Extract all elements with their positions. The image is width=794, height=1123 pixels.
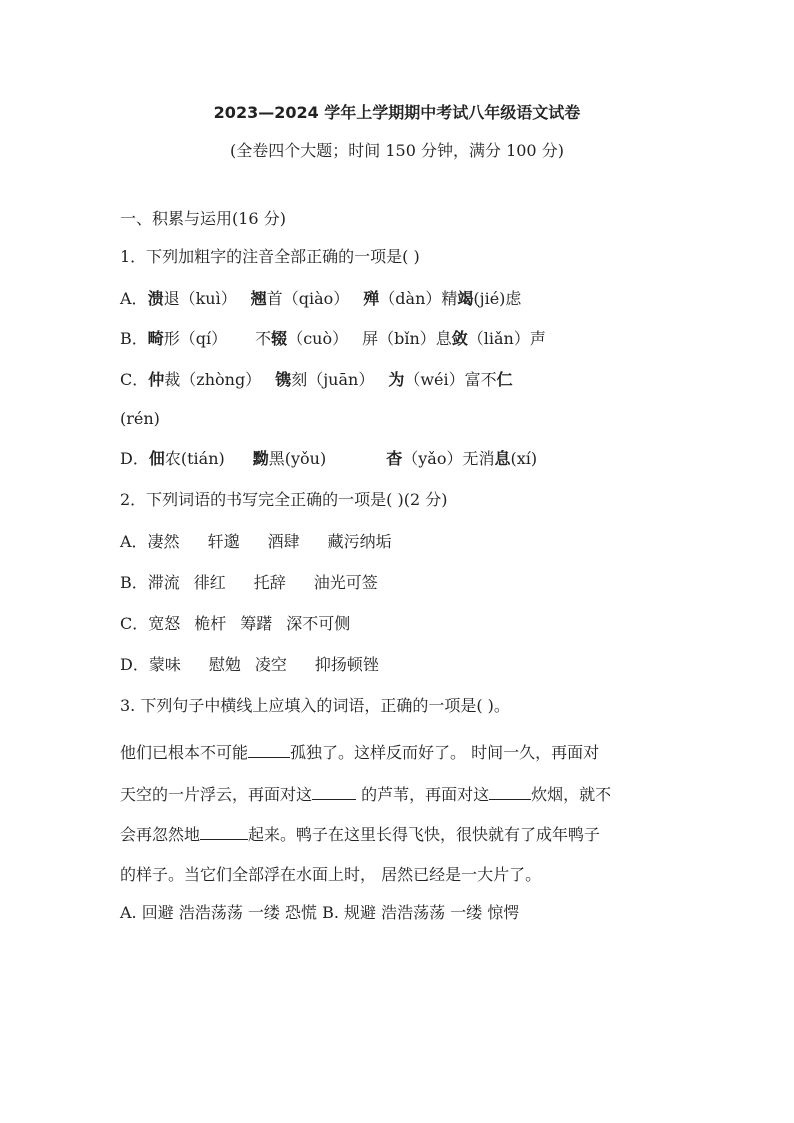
question-3-stem: 3. 下列句子中横线上应填入的词语，正确的一项是( )。	[120, 696, 510, 715]
question-1-option-b: B．畸形（qí） 不辍（cuò） 屏（bǐn）息敛（liǎn）声	[120, 329, 546, 348]
question-1-option-c: C．仲裁（zhòng） 镌刻（juān） 为（wéi）富不仁	[120, 370, 513, 389]
question-3-options: A. 回避 浩浩荡荡 一缕 恐慌 B. 规避 浩浩荡荡 一缕 惊愕	[120, 903, 520, 922]
answer-blank[interactable]	[489, 783, 531, 800]
page-title: 2023—2024 学年上学期期中考试八年级语文试卷	[213, 103, 581, 122]
page-subtitle: (全卷四个大题；时间 150 分钟，满分 100 分)	[230, 141, 564, 160]
question-1-option-a: A．溃退（kuì） 翘首（qiào） 殚（dàn）精竭(jié)虑	[120, 289, 522, 308]
question-1-option-c-continued: (rén)	[120, 409, 160, 428]
question-2-option-b: B．滞流 徘红 托辞 油光可签	[120, 573, 378, 592]
question-3-passage-line: 天空的一片浮云，再面对这 的芦苇，再面对这 炊烟，就不	[120, 785, 612, 804]
question-3-passage-line: 的样子。当它们全部浮在水面上时， 居然已经是一大片了。	[120, 865, 542, 884]
question-2-option-a: A．凄然 轩邈 酒肆 藏污纳垢	[120, 532, 392, 551]
question-1-option-d: D．佃农(tián) 黝黑(yǒu) 杳（yǎo）无消息(xí)	[120, 449, 538, 468]
question-3-passage-line: 他们已根本不可能 孤独了。这样反而好了。 时间一久，再面对	[120, 743, 600, 762]
answer-blank[interactable]	[248, 741, 290, 758]
answer-blank[interactable]	[312, 783, 356, 800]
question-2-option-d: D．蒙味 慰勉 凌空 抑扬顿锉	[120, 655, 379, 674]
question-2-stem: 2．下列词语的书写完全正确的一项是( )(2 分)	[120, 490, 448, 509]
question-1-stem: 1．下列加粗字的注音全部正确的一项是( )	[120, 247, 420, 266]
section-heading: 一、积累与运用(16 分)	[120, 209, 286, 228]
answer-blank[interactable]	[200, 823, 248, 840]
question-3-passage-line: 会再忽然地 起来。鸭子在这里长得飞快，很快就有了成年鸭子	[120, 825, 601, 844]
question-2-option-c: C．宽怒 桅杆 筹躇 深不可侧	[120, 614, 351, 633]
